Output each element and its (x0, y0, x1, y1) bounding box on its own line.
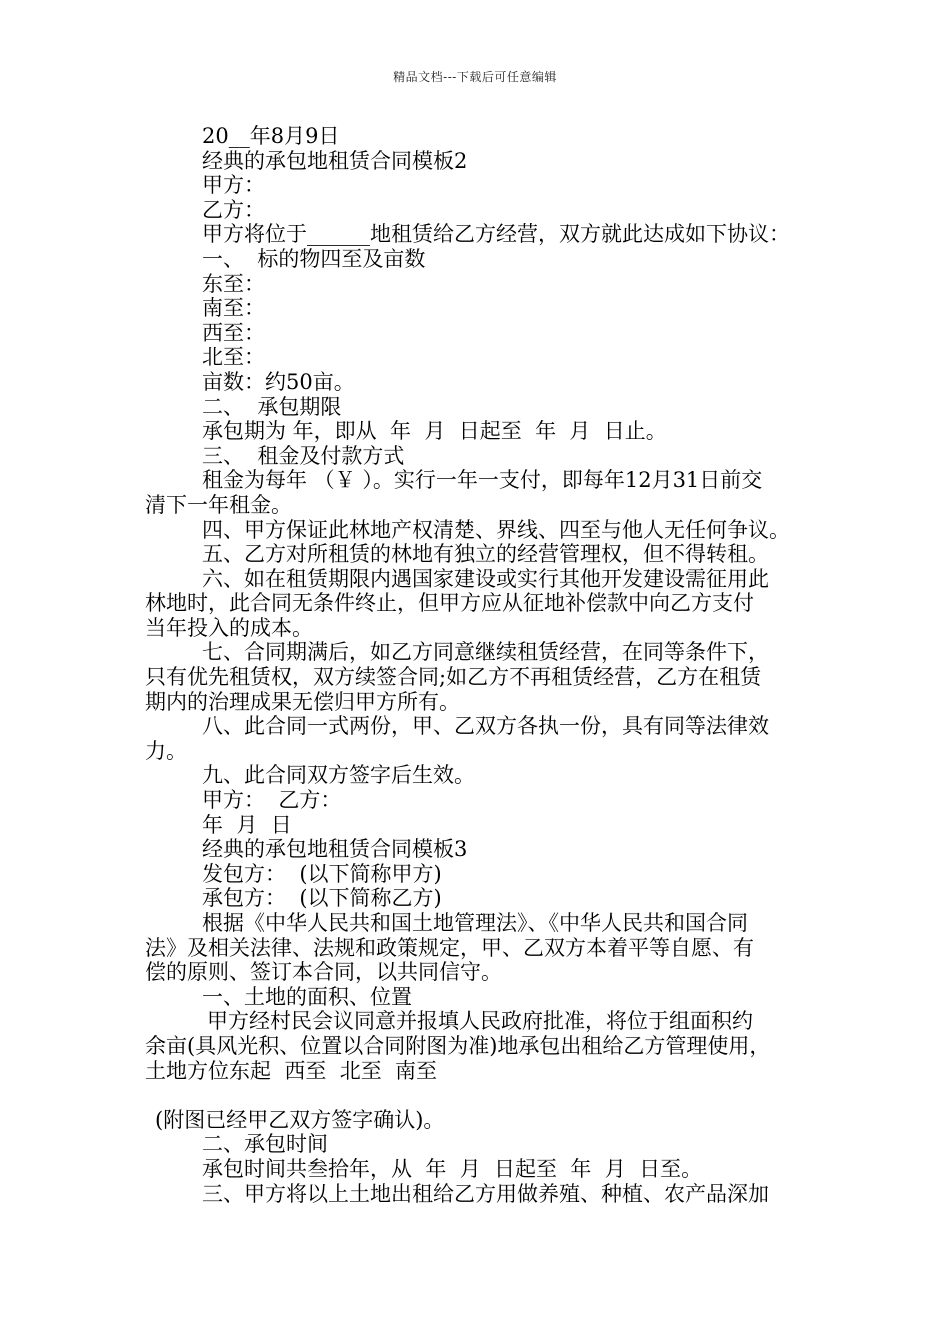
text-line: 三、 租金及付款方式 (202, 443, 405, 468)
text-line: 年 月 日 (202, 812, 292, 837)
text-line: 甲方： (202, 173, 265, 198)
text-line: 一、土地的面积、位置 (202, 984, 412, 1009)
text-line: 甲方将位于______地租赁给乙方经营，双方就此达成如下协议： (202, 222, 790, 247)
text-line: 当年投入的成本。 (145, 615, 313, 640)
text-line: 西至： (202, 320, 265, 345)
text-line: 只有优先租赁权，双方续签合同;如乙方不再租赁经营，乙方在租赁 (145, 665, 762, 690)
text-line: 根据《中华人民共和国土地管理法》、《中华人民共和国合同 (202, 911, 748, 935)
text-line: 土地方位东起 西至 北至 南至 (145, 1058, 438, 1083)
text-line: 林地时，此合同无条件终止，但甲方应从征地补偿款中向乙方支付 (145, 591, 754, 616)
text-line: 承包期为 年，即从 年 月 日起至 年 月 日止。 (202, 419, 667, 444)
text-line: 二、承包时间 (202, 1132, 328, 1157)
page-header-watermark: 精品文档---下载后可任意编辑 (393, 70, 557, 84)
document-body (145, 124, 815, 1206)
text-line: 经典的承包地租赁合同模板3 (202, 837, 468, 862)
text-line: (附图已经甲乙双方签字确认)。 (155, 1107, 445, 1132)
text-line: 东至： (202, 271, 265, 296)
text-line: 七、合同期满后，如乙方同意继续租赁经营，在同等条件下， (202, 640, 769, 665)
text-line: 一、 标的物四至及亩数 (202, 246, 426, 271)
text-line: 租金为每年 （￥ ）。实行一年一支付，即每年12月31日前交 (202, 468, 763, 493)
text-line: 清下一年租金。 (145, 492, 292, 517)
text-line: 期内的治理成果无偿归甲方所有。 (145, 689, 460, 714)
text-line: 承包方： (以下简称乙方) (202, 886, 442, 911)
text-line: 六、如在租赁期限内遇国家建设或实行其他开发建设需征用此 (202, 566, 769, 591)
text-line: 九、此合同双方签字后生效。 (202, 763, 475, 788)
text-line: 南至： (202, 296, 265, 321)
text-line: 甲方经村民会议同意并报填人民政府批准，将位于组面积约 (207, 1009, 753, 1034)
text-line: 亩数：约50亩。 (202, 369, 355, 394)
text-line: 五、乙方对所租赁的林地有独立的经营管理权，但不得转租。 (202, 542, 769, 567)
text-line: 力。 (145, 738, 187, 763)
text-line: 二、 承包期限 (202, 394, 342, 419)
text-line: 法》及相关法律、法规和政策规定，甲、乙双方本着平等自愿、有 (145, 935, 754, 960)
text-line: 余亩(具风光积、位置以合同附图为准)地承包出租给乙方管理使用， (145, 1033, 771, 1058)
text-line: 乙方： (202, 197, 265, 222)
text-line: 三、甲方将以上土地出租给乙方用做养殖、种植、农产品深加 (202, 1181, 769, 1206)
text-line: 20__年8月9日 (202, 124, 340, 148)
text-line: 北至： (202, 345, 265, 370)
text-line: 八、此合同一式两份，甲、乙双方各执一份，具有同等法律效 (202, 714, 769, 739)
text-line: 承包时间共叁拾年，从 年 月 日起至 年 月 日至。 (202, 1156, 703, 1181)
text-line: 经典的承包地租赁合同模板2 (202, 148, 468, 173)
text-line: 四、甲方保证此林地产权清楚、界线、四至与他人无任何争议。 (202, 517, 790, 542)
text-line: 发包方： (以下简称甲方) (202, 861, 442, 886)
text-line: 甲方： 乙方： (202, 788, 342, 813)
text-line: 偿的原则、签订本合同，以共同信守。 (145, 960, 502, 985)
blank-line (145, 1083, 815, 1108)
